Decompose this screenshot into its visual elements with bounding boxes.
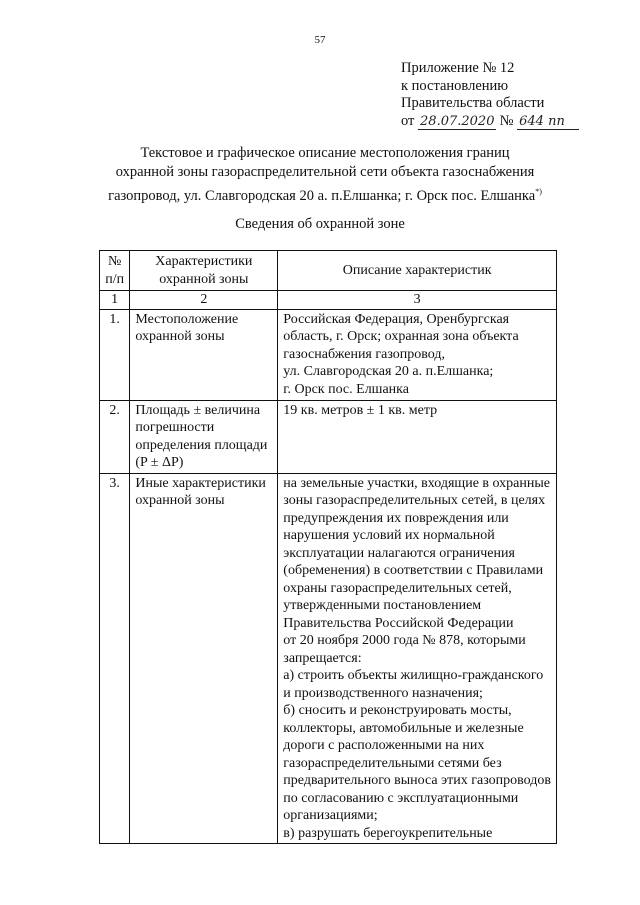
row-characteristic (130, 400, 278, 473)
column-number-2: 2 (130, 291, 278, 310)
cell-text-line: газоснабжения газопровод, (283, 346, 446, 362)
annex-number-sign: № (499, 112, 514, 129)
cell-text-line: область, г. Орск; охранная зона объекта (283, 329, 519, 344)
cell-text-line: 19 кв. метров ± 1 кв. метр (283, 402, 438, 418)
cell-text-line: нарушения условий их нормальной (283, 528, 495, 543)
title-line-2: охранной зоны газораспределительной сети объекта газоснабжения (115, 164, 535, 180)
cell-text-line: (обременения) в соответствии с Правилами (283, 563, 544, 578)
table-row (100, 309, 557, 400)
cell-text-line: ул. Славгородская 20 а. п.Елшанка; (283, 364, 494, 379)
zone-info-table (99, 250, 557, 844)
cell-text-line: Местоположение (135, 311, 239, 327)
header-characteristics-line-1: Характеристики (155, 254, 253, 269)
cell-text-line: определения площади (135, 437, 268, 453)
cell-text-line: эксплуатации налагаются ограничения (283, 545, 515, 561)
cell-text-line: охраны газораспределительных сетей, (283, 580, 512, 596)
row-characteristic (130, 473, 278, 844)
annex-title: Приложение № 12 (401, 60, 515, 76)
cell-text-line: утвержденными постановлением (283, 598, 482, 613)
cell-text-line: (P ± ΔP) (135, 455, 184, 470)
title-line-1: Текстовое и графическое описание местоположения границ (140, 145, 510, 161)
section-subtitle: Сведения об охранной зоне (235, 216, 405, 232)
table-row (100, 473, 557, 844)
document-title (90, 144, 560, 206)
row-description (278, 309, 557, 400)
cell-text-line: дороги с расположенными на них (283, 738, 485, 753)
cell-text-line: коллекторы, автомобильные и железные (283, 720, 524, 736)
header-characteristics-line-2: охранной зоны (159, 271, 249, 287)
header-col-characteristics (130, 251, 278, 291)
annex-line-2: к постановлению (401, 77, 509, 94)
cell-text-line: от 20 ноября 2000 года № 878, которыми (283, 633, 526, 648)
header-col-number (100, 251, 130, 291)
handwritten-number: 644 пп (517, 115, 579, 130)
header-number-sign: № (107, 254, 122, 269)
row-description (278, 473, 557, 844)
cell-text-line: в) разрушать берегоукрепительные (283, 825, 493, 841)
table-row (100, 400, 557, 473)
cell-text-line: охранной зоны (135, 329, 225, 344)
cell-text-line: зоны газораспределительных сетей, в целях (283, 493, 546, 508)
cell-text-line: Иные характеристики (135, 475, 266, 491)
header-col-description: Описание характеристик (278, 251, 557, 291)
cell-text-line: Российская Федерация, Оренбургская (283, 311, 510, 327)
cell-text-line: и производственного назначения; (283, 685, 483, 701)
annex-date-prefix: от (401, 112, 415, 129)
annex-block (401, 60, 579, 130)
cell-text-line: предварительного выноса этих газопроводов (283, 773, 551, 788)
cell-text-line: предупреждения их повреждения или (283, 510, 509, 526)
row-number: 1. (100, 309, 130, 400)
handwritten-date: 28.07.2020 (420, 113, 495, 129)
cell-text-line: на земельные участки, входящие в охранные (283, 475, 550, 491)
cell-text-line: а) строить объекты жилищно-гражданского (283, 668, 544, 683)
row-number: 2. (100, 400, 130, 473)
column-number-3: 3 (278, 291, 557, 310)
page-number: 57 (314, 34, 326, 46)
cell-text-line: организациями; (283, 808, 378, 823)
cell-text-line: б) сносить и реконструировать мосты, (283, 703, 512, 718)
header-pp: п/п (105, 271, 125, 287)
column-number-1: 1 (100, 291, 130, 310)
row-characteristic (130, 309, 278, 400)
row-description (278, 400, 557, 473)
cell-text-line: Площадь ± величина (135, 402, 261, 418)
title-line-3-text: газопровод, ул. Славгородская 20 а. п.Елшанка; г. Орск пос. Елшанка (108, 187, 536, 204)
cell-text-line: по согласованию с эксплуатационными (283, 790, 519, 806)
cell-text-line: Правительства Российской Федерации (283, 615, 514, 631)
annex-date-line (401, 113, 579, 131)
annex-line-3: Правительства области (401, 95, 545, 111)
table-column-numbers-row (100, 291, 557, 310)
cell-text-line: охранной зоны (135, 493, 225, 508)
cell-text-line: г. Орск пос. Елшанка (283, 381, 409, 397)
row-number: 3. (100, 473, 130, 844)
cell-text-line: запрещается: (283, 650, 362, 666)
title-line-3 (90, 182, 560, 206)
cell-text-line: погрешности (135, 420, 215, 435)
table-header-row (100, 251, 557, 291)
footnote-mark: *) (535, 187, 542, 196)
cell-text-line: газораспределительными сетями без (283, 755, 502, 771)
